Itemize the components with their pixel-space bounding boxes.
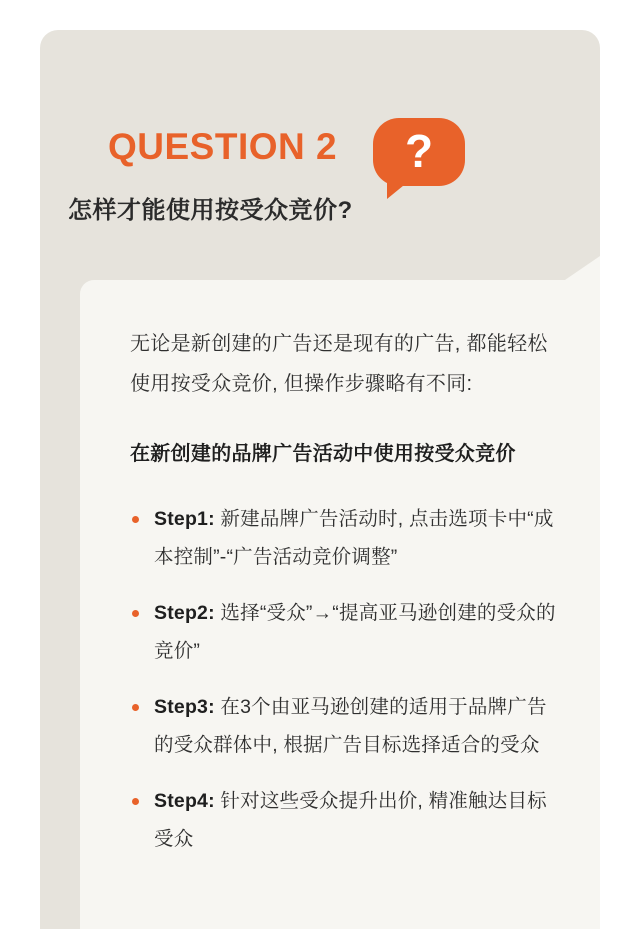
card-header <box>68 118 548 180</box>
list-item <box>130 782 560 858</box>
step-label: Step4: <box>154 790 215 812</box>
bullet-icon <box>132 798 139 805</box>
list-item <box>130 500 560 576</box>
step-label: Step2: <box>154 602 215 624</box>
list-item <box>130 594 560 670</box>
panel-content <box>130 324 560 876</box>
step-text: 在3个由亚马逊创建的适用于品牌广告的受众群体中, 根据广告目标选择适合的受众 <box>154 696 547 756</box>
step-text: 新建品牌广告活动时, 点击选项卡中“成本控制”-“广告活动竞价调整” <box>154 508 554 568</box>
bullet-icon <box>132 704 139 711</box>
steps-list <box>130 500 560 858</box>
bullet-icon <box>132 610 139 617</box>
page-title: QUESTION 2 <box>108 126 338 167</box>
question-mark-icon <box>373 118 465 186</box>
step-label: Step3: <box>154 696 215 718</box>
question-card <box>40 30 600 929</box>
question-mark-glyph: ? <box>404 125 434 177</box>
panel-notch-decoration <box>562 256 600 282</box>
section-heading: 在新创建的品牌广告活动中使用按受众竞价 <box>130 443 516 465</box>
intro-paragraph: 无论是新创建的广告还是现有的广告, 都能轻松使用按受众竞价, 但操作步骤略有不同: <box>130 333 548 395</box>
list-item <box>130 688 560 764</box>
card-subtitle: 怎样才能使用按受众竞价? <box>68 197 353 224</box>
step-text: 选择“受众”→“提高亚马逊创建的受众的竞价” <box>154 602 556 662</box>
step-label: Step1: <box>154 508 215 530</box>
step-text: 针对这些受众提升出价, 精准触达目标受众 <box>154 790 547 850</box>
content-panel <box>80 280 600 929</box>
bullet-icon <box>132 516 139 523</box>
question-title-row <box>68 118 548 180</box>
